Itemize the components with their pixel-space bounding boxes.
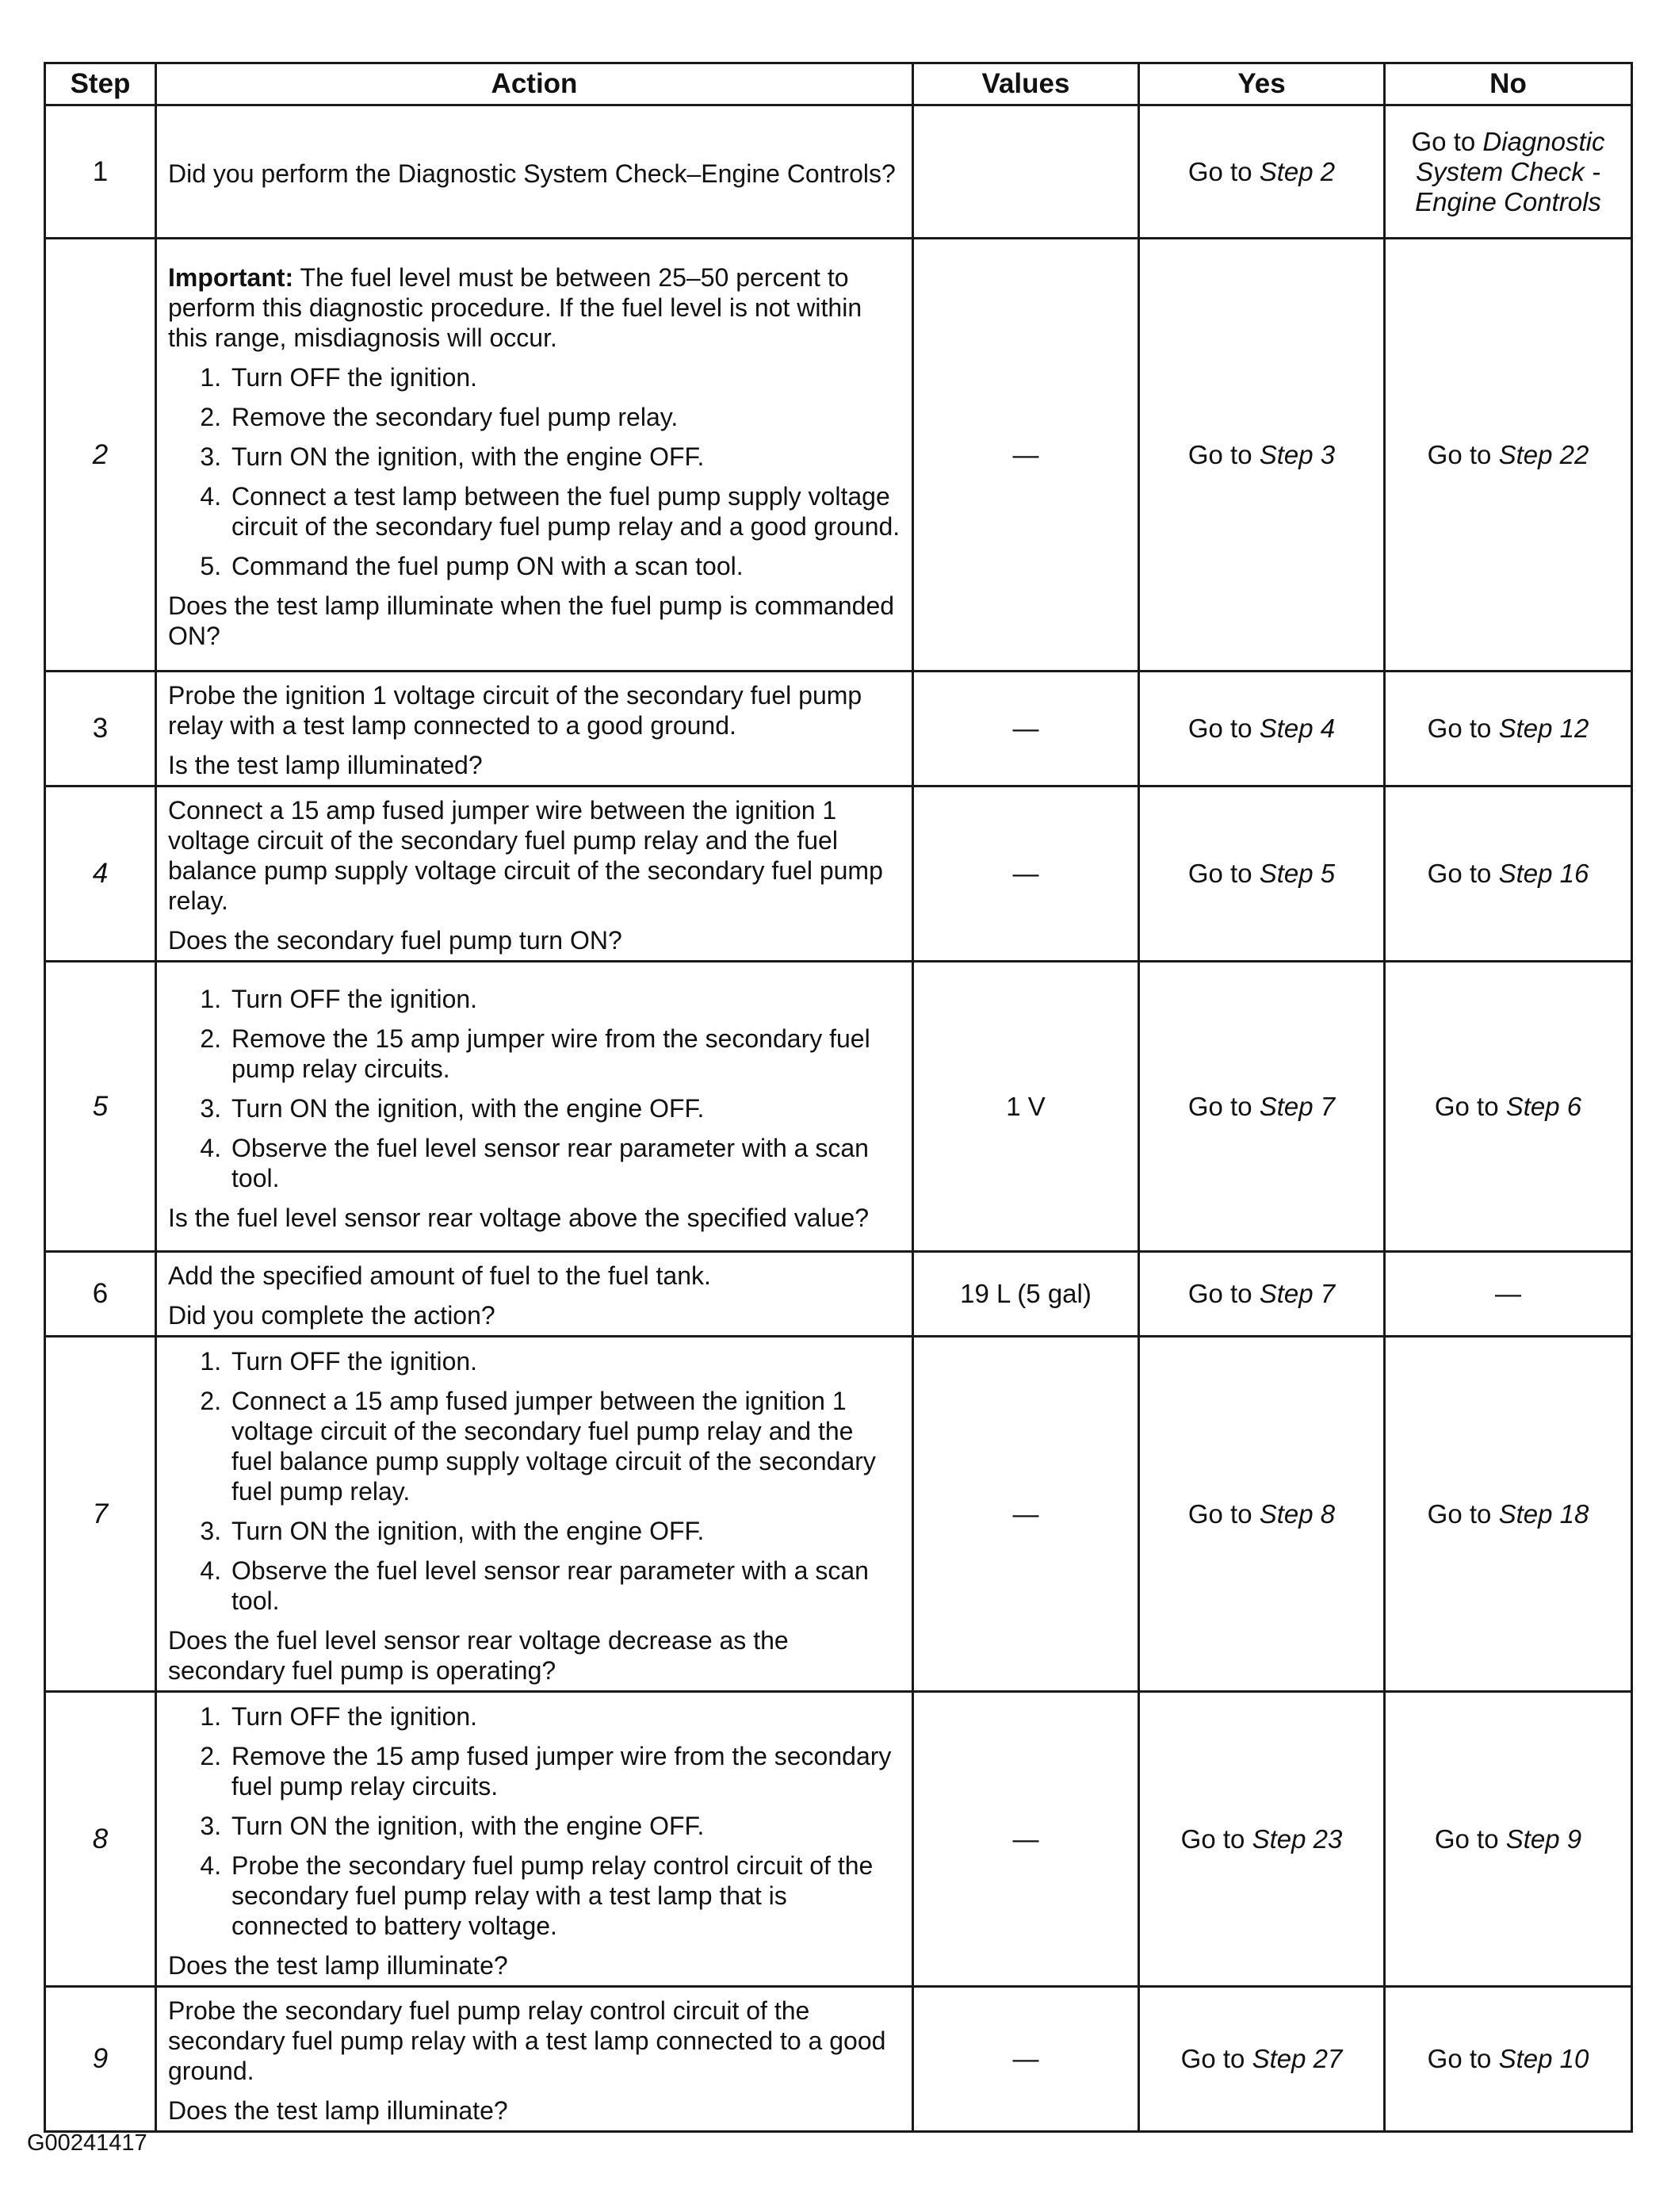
yes-cell: [1139, 1252, 1385, 1337]
action-text: Did you perform the Diagnostic System Check–Engine Controls?: [168, 159, 896, 188]
no-cell: [1385, 239, 1632, 672]
action-question: Did you complete the action?: [168, 1301, 495, 1330]
action-cell: [156, 239, 913, 672]
yes-cell: [1139, 1337, 1385, 1692]
no-cell: [1385, 1337, 1632, 1692]
procedure-item: 1. Turn OFF the ignition.: [228, 1701, 901, 1732]
action-question: Is the fuel level sensor rear voltage above the specified value?: [168, 1203, 870, 1232]
table-row: [45, 1337, 1632, 1692]
yes-step-ref: Step 27: [1252, 2044, 1343, 2073]
important-label: Important:: [168, 262, 294, 292]
no-goto-label: Go to: [1411, 126, 1476, 156]
values-cell: 1 V: [913, 962, 1139, 1252]
action-cell: [156, 962, 913, 1252]
procedure-item: 3. Turn ON the ignition, with the engine OFF.: [228, 442, 901, 472]
header-step: Step: [45, 63, 156, 105]
action-cell: [156, 1692, 913, 1987]
yes-step-ref: Step 3: [1259, 439, 1336, 469]
yes-cell: [1139, 1692, 1385, 1987]
no-step-ref: Step 22: [1498, 439, 1589, 469]
yes-cell: [1139, 239, 1385, 672]
procedure-list: [168, 1346, 901, 1616]
action-cell: [156, 1252, 913, 1337]
values-cell: —: [913, 672, 1139, 786]
procedure-item: 4. Connect a test lamp between the fuel pump supply voltage circuit of the secondary fuel pump relay and a good ground.: [228, 481, 901, 542]
procedure-item: 1. Turn OFF the ignition.: [228, 1346, 901, 1376]
yes-step-ref: Step 7: [1259, 1091, 1336, 1121]
table-row: [45, 239, 1632, 672]
yes-step-ref: Step 7: [1259, 1279, 1336, 1308]
step-number: 9: [45, 1987, 156, 2132]
yes-step-ref: Step 23: [1252, 1824, 1343, 1854]
header-no: No: [1385, 63, 1632, 105]
yes-goto-label: Go to: [1187, 1498, 1252, 1529]
procedure-list: [168, 362, 901, 581]
no-cell: [1385, 1252, 1632, 1337]
important-text: The fuel level must be between 25–50 percent to perform this diagnostic procedure. If the fuel level is not within this range, misdiagnosis will occur.: [168, 262, 862, 352]
no-cell: [1385, 105, 1632, 239]
no-step-ref: Step 12: [1498, 714, 1589, 743]
no-step-ref: Step 6: [1505, 1091, 1582, 1121]
action-text: Connect a 15 amp fused jumper wire between the ignition 1 voltage circuit of the secondary fuel pump relay and the fuel balance pump supply voltage circuit of the secondary fuel pump relay.: [168, 796, 883, 915]
yes-goto-label: Go to: [1187, 859, 1252, 888]
yes-step-ref: Step 4: [1259, 714, 1336, 743]
header-yes: Yes: [1139, 63, 1385, 105]
procedure-item: 4. Observe the fuel level sensor rear parameter with a scan tool.: [228, 1133, 901, 1193]
procedure-item: 1. Turn OFF the ignition.: [228, 984, 901, 1014]
yes-goto-label: Go to: [1187, 1279, 1252, 1308]
table-body: [45, 105, 1632, 2132]
yes-goto-label: Go to: [1180, 2044, 1245, 2073]
no-goto-label: Go to: [1427, 2044, 1492, 2073]
procedure-item: 4. Probe the secondary fuel pump relay control circuit of the secondary fuel pump relay with a test lamp that is connected to battery voltage.: [228, 1850, 901, 1941]
step-number: 7: [45, 1337, 156, 1692]
procedure-item: 1. Turn OFF the ignition.: [228, 362, 901, 392]
yes-goto-label: Go to: [1180, 1824, 1245, 1854]
yes-step-ref: Step 8: [1259, 1498, 1336, 1529]
yes-goto-label: Go to: [1187, 156, 1252, 186]
no-goto-label: Go to: [1427, 1498, 1492, 1529]
yes-goto-label: Go to: [1187, 714, 1252, 743]
no-cell: [1385, 1692, 1632, 1987]
action-question: Is the test lamp illuminated?: [168, 751, 483, 779]
step-number: 6: [45, 1252, 156, 1337]
yes-goto-label: Go to: [1187, 439, 1252, 469]
yes-cell: [1139, 672, 1385, 786]
action-question: Does the test lamp illuminate?: [168, 2096, 508, 2125]
action-text: Add the specified amount of fuel to the fuel tank.: [168, 1261, 711, 1290]
no-dash: —: [1495, 1279, 1521, 1308]
no-goto-label: Go to: [1434, 1091, 1499, 1121]
header-values: Values: [913, 63, 1139, 105]
yes-cell: [1139, 105, 1385, 239]
action-question: Does the fuel level sensor rear voltage decrease as the secondary fuel pump is operating?: [168, 1625, 789, 1685]
procedure-item: 5. Command the fuel pump ON with a scan tool.: [228, 551, 901, 581]
procedure-item: 3. Turn ON the ignition, with the engine OFF.: [228, 1516, 901, 1546]
no-cell: [1385, 962, 1632, 1252]
procedure-list: [168, 1701, 901, 1941]
no-step-ref: Step 18: [1498, 1498, 1589, 1529]
procedure-item: 2. Remove the secondary fuel pump relay.: [228, 402, 901, 432]
values-cell: —: [913, 1692, 1139, 1987]
step-number: 5: [45, 962, 156, 1252]
action-text: Probe the secondary fuel pump relay control circuit of the secondary fuel pump relay with a test lamp connected to a good ground.: [168, 1996, 886, 2085]
action-question: Does the secondary fuel pump turn ON?: [168, 926, 622, 955]
step-number: 8: [45, 1692, 156, 1987]
action-cell: [156, 1987, 913, 2132]
no-step-ref: Diagnostic System Check - Engine Controls: [1415, 126, 1605, 216]
no-goto-label: Go to: [1427, 859, 1492, 888]
values-cell: —: [913, 1337, 1139, 1692]
no-cell: [1385, 1987, 1632, 2132]
no-step-ref: Step 16: [1498, 859, 1589, 888]
no-goto-label: Go to: [1427, 714, 1492, 743]
step-number: 2: [45, 239, 156, 672]
no-cell: [1385, 672, 1632, 786]
no-step-ref: Step 10: [1498, 2044, 1589, 2073]
table-row: [45, 1987, 1632, 2132]
yes-cell: [1139, 962, 1385, 1252]
no-cell: [1385, 786, 1632, 962]
action-cell: [156, 786, 913, 962]
step-number: 3: [45, 672, 156, 786]
action-text: Probe the ignition 1 voltage circuit of the secondary fuel pump relay with a test lamp connected to a good ground.: [168, 681, 862, 740]
table-header-row: [45, 63, 1632, 105]
important-note: [168, 262, 901, 353]
no-step-ref: Step 9: [1505, 1824, 1582, 1854]
procedure-item: 2. Remove the 15 amp fused jumper wire from the secondary fuel pump relay circuits.: [228, 1741, 901, 1801]
action-cell: [156, 1337, 913, 1692]
table-row: [45, 1252, 1632, 1337]
table-row: [45, 962, 1632, 1252]
procedure-item: 4. Observe the fuel level sensor rear parameter with a scan tool.: [228, 1556, 901, 1616]
yes-step-ref: Step 5: [1259, 859, 1336, 888]
values-cell: —: [913, 239, 1139, 672]
procedure-list: [168, 984, 901, 1193]
action-cell: [156, 105, 913, 239]
values-cell: —: [913, 1987, 1139, 2132]
procedure-item: 2. Connect a 15 amp fused jumper between the ignition 1 voltage circuit of the secondary fuel pump relay and the fuel balance pump supply voltage circuit of the secondary fuel pump relay.: [228, 1386, 901, 1506]
table-row: [45, 786, 1632, 962]
step-number: 4: [45, 786, 156, 962]
values-cell: [913, 105, 1139, 239]
action-question: Does the test lamp illuminate when the fuel pump is commanded ON?: [168, 591, 895, 650]
yes-step-ref: Step 2: [1259, 156, 1336, 186]
yes-cell: [1139, 1987, 1385, 2132]
procedure-item: 3. Turn ON the ignition, with the engine OFF.: [228, 1093, 901, 1123]
header-action: Action: [156, 63, 913, 105]
no-goto-label: Go to: [1427, 439, 1492, 469]
procedure-item: 2. Remove the 15 amp jumper wire from the secondary fuel pump relay circuits.: [228, 1024, 901, 1084]
step-number: 1: [45, 105, 156, 239]
figure-id: G00241417: [27, 2130, 147, 2156]
diagnostic-table: [44, 62, 1633, 2133]
yes-cell: [1139, 786, 1385, 962]
no-goto-label: Go to: [1434, 1824, 1499, 1854]
table-row: [45, 105, 1632, 239]
table-row: [45, 672, 1632, 786]
action-cell: [156, 672, 913, 786]
action-question: Does the test lamp illuminate?: [168, 1950, 508, 1980]
values-cell: —: [913, 786, 1139, 962]
yes-goto-label: Go to: [1187, 1091, 1252, 1121]
table-row: [45, 1692, 1632, 1987]
values-cell: 19 L (5 gal): [913, 1252, 1139, 1337]
procedure-item: 3. Turn ON the ignition, with the engine OFF.: [228, 1811, 901, 1841]
